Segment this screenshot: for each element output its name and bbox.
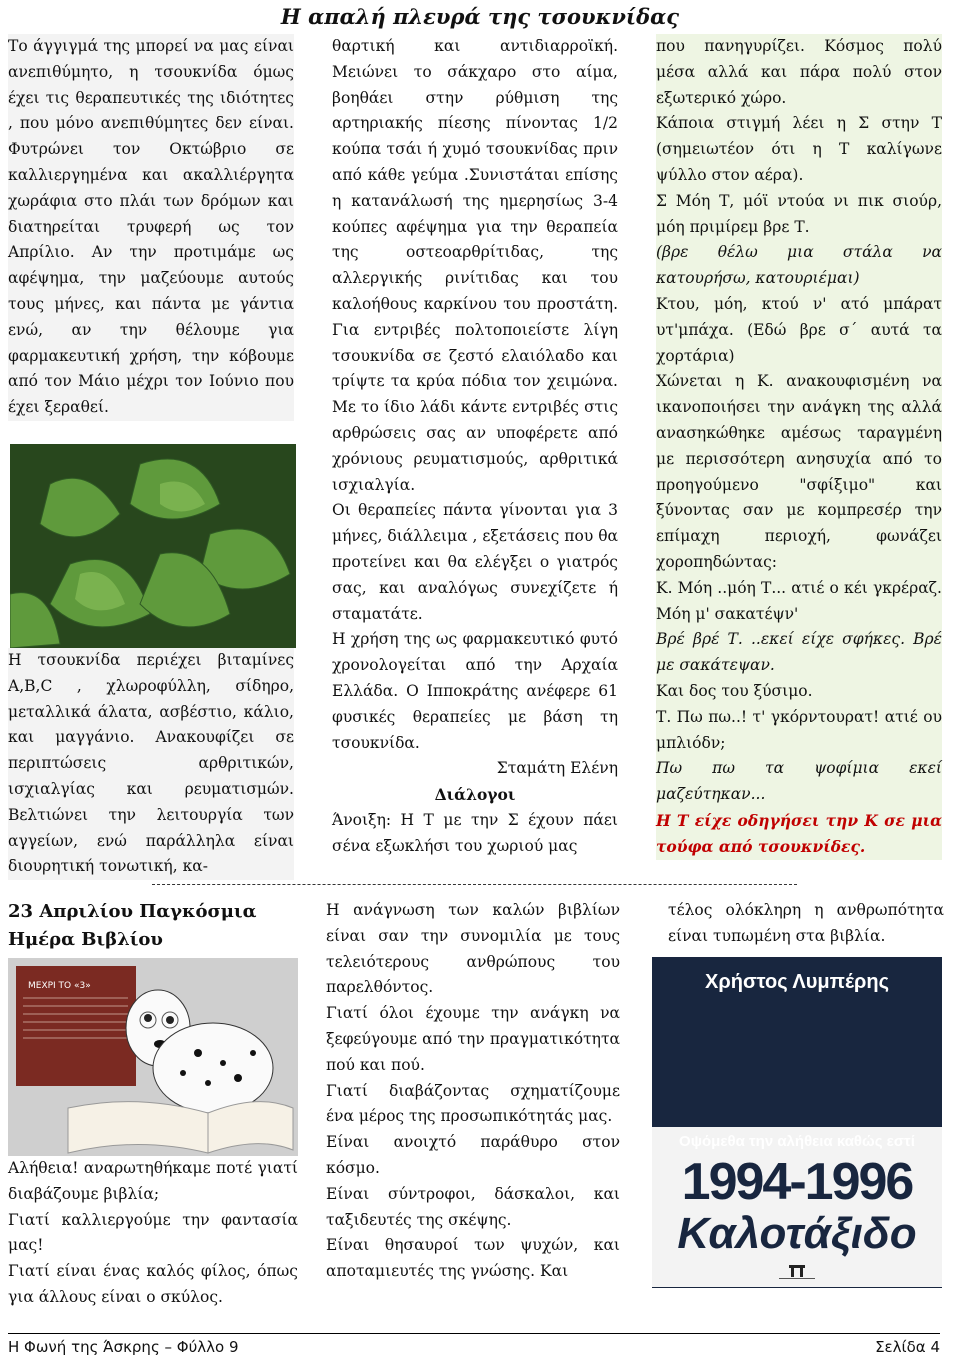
footer-publication: Η Φωνή της Άσκρης – Φύλλο 9 (8, 1338, 239, 1356)
column-1-bottom (8, 648, 294, 880)
vitamins-paragraph: Η τσουκνίδα περιέχει βιταμίνες A,B,C , χλωροφύλλη, σίδηρο, μεταλλικά άλατα, ασβέστιο, κάλιο, και μαγγάνιο. Ανακουφίζει σε περιπτώσεις αρθριτικών, ισχιαλγίας και ρευματισμών. Βελτιώνει την λειτουργία των αγγείων, ενώ παράλληλα είναι διουρητική τονωτική, κα- (8, 651, 294, 876)
book-line: Είναι σύντροφοι, δάσκαλοι, και ταξιδευτές της σκέψης. (326, 1184, 620, 1229)
column-2 (332, 34, 618, 860)
dialog-line: Βρέ βρέ Τ. ..εκεί είχε σφήκες. Βρέ με σακάτεψαν. (656, 630, 942, 675)
book-day-heading: 23 Απριλίου Παγκόσμια Ημέρα Βιβλίου (8, 901, 257, 950)
therapy-paragraph: Οι θεραπείες πάντα γίνονται για 3 μήνες, διάλλειμα , εξετάσεις που θα προτείνει και θα ελέγξει ο γιατρός σας, και αναλόγως συνεχίζετε ή σταματάτε. (332, 501, 618, 623)
dialog-line: Χώνεται η Κ. ανακουφισμένη να ικανοποιήσει την ανάγκη της αλλά ανασηκώθηκε αμέσως ταραγμένη με περισσότερη ανησυχία από το προηγούμενο "σφίξιμο" και ξύνοντας σαν με κομπρεσέρ την επίμαχη περιοχή, φωνάζει χοροπηδώντας: (656, 372, 942, 571)
book-cover-image (652, 957, 942, 1288)
dialog-line: Τ. Πω πω..! τ' γκόρντουρατ! ατιέ ου μπλιόδν; (656, 707, 942, 752)
caption-line: Αλήθεια! αναρωτηθήκαμε ποτέ γιατί διαβάζουμε βιβλία; (8, 1159, 298, 1203)
dialog-line: Κτου, μόη, κτού ν' ατό μπάρατ υτ'μπάχα. (Εδώ βρε σ΄ αυτά τα χορτάρια) (656, 294, 942, 365)
book-column-3 (668, 898, 944, 950)
author-name: Σταμάτη Ελένη (496, 759, 618, 778)
dialog-intro: Άνοιξη: Η Τ με την Σ έχουν πάει σένα εξωκλήσι του χωριού μας (332, 810, 618, 855)
history-paragraph: Η χρήση της ως φαρμακευτικό φυτό χρονολογείται από την Αρχαία Ελλάδα. Ο Ιπποκράτης ανέφερε 61 φυσικές θεραπείες με βάση τη τσουκνίδα. (332, 630, 618, 752)
dialog-line: Κάποια στιγμή λέει η Σ στην Τ (σημειωτέον ότι η Τ καλίγωνε ψύλλο στον αέρα). (656, 114, 942, 184)
cover-author: Χρήστος Λυμπέρης (705, 971, 889, 993)
dog-book-title: ΜΕΧΡΙ ΤΟ «3» (28, 981, 91, 991)
page-footer (8, 1333, 940, 1356)
cover-place: Καλοτάξιδο (677, 1209, 917, 1258)
dialog-punchline: Η Τ είχε οδηγήσει την Κ σε μια τούφα από τσουκνίδες. (656, 810, 942, 856)
dialog-line: Σ Μόη Τ, μόϊ ντούα νι πικ σιούρ, μόη πριμίρεμ βρε Τ. (656, 191, 942, 236)
intro-paragraph: Το άγγιγμά της μπορεί να μας είναι ανεπιθύμητο, η τσουκνίδα όμως έχει τις θεραπευτικές της ιδιότητες , που μόνο ανεπιθύμητες δεν είναι. Φυτρώνει τον Οκτώβριο σε καλλιεργημένα και ακαλλιέργητα χωράφια στο πλάι των δρόμων και διατηρείται τρυφερή ως τον Απρίλιο. Αν την προτιμάμε ως αφέψημα, την μαζεύουμε αυτούς τους μήνες, και πάντα με γάντια ενώ, αν την θέλουμε για φαρμακευτική χρήση, την κόβουμε από τον Μάιο μέχρι τον Ιούνιο που έχει ξεραθεί. (8, 37, 294, 417)
book-line: Γιατί όλοι έχουμε την ανάγκη να ξεφεύγουμε από την πραγματικότητα πού και πού. (326, 1004, 620, 1074)
dialog-title: Διάλογοι (434, 785, 516, 805)
footer-page-number: Σελίδα 4 (875, 1338, 940, 1356)
dialog-line: Και δος του ξύσιμο. (656, 681, 813, 700)
book-line: Γιατί διαβάζοντας σχηματίζουμε ένα μέρος της προσωπικότητάς μας. (326, 1081, 620, 1126)
nettle-image (10, 444, 296, 648)
dog-caption (8, 1156, 298, 1311)
benefits-paragraph: θαρτική και αντιδιαρροϊκή. Μειώνει το σάκχαρο στο αίμα, βοηθάει στην ρύθμιση της αρτηριακής πίεσης πίνοντας 1/2 κούπα τσάι ή χυμό τσουκνίδας πριν από κάθε γεύμα .Συνιστάται επίσης η κατανάλωσή της ημερησίως 3-4 κούπες αφέψημα για την θεραπεία της οστεοαρθρίτιδας, της αλλεργικής ρινίτιδας και του καλοήθους καρκίνου του προστάτη. Για εντριβές πολτοποιείστε λίγη τσουκνίδα σε ζεστό ελαιόλαδο και τρίψτε τα κρύα πόδια τον χειμώνα. Με το ίδιο λάδι κάντε εντριβές στις αρθρώσεις σας αν υποφέρετε από χρόνιους ρευματισμούς, αρθριτικά ισχιαλγία. (332, 37, 618, 494)
book-line: Είναι θησαυροί των ψυχών, και αποταμιευτές της γνώσης. Και (326, 1236, 620, 1281)
cover-years: 1994-1996 (681, 1153, 913, 1211)
book-line: Η ανάγνωση των καλών βιβλίων είναι σαν την συνομιλία με τους τελειότερους ανθρώπους του παρελθόντος. (326, 901, 620, 997)
cover-subtitle: Οψόμεθα την αλήθεια καθώς εστί (679, 1133, 915, 1150)
caption-line: Γιατί καλλιεργούμε την φαντασία μας! (8, 1210, 298, 1255)
dialog-line: Πω πω τα ψοφίμια εκεί μαζεύτηκαν... (656, 759, 942, 804)
book-column-2 (326, 898, 620, 1285)
section-divider (152, 884, 797, 885)
book-closing-line: τέλος ολόκληρη η ανθρωπότητα είναι τυπωμένη στα βιβλία. (668, 901, 944, 945)
caption-line: Γιατί είναι ένας καλός φίλος, όπως για άλλους είναι ο σκύλος. (8, 1262, 298, 1306)
column-3 (656, 34, 942, 860)
column-1-top (8, 34, 294, 421)
dialog-line: (βρε θέλω μια στάλα να κατουρήσω, κατουριέμαι) (656, 243, 942, 288)
dialog-line: Κ. Μόη ..μόη Τ... ατιέ ο κέι γκρέραζ. Μόη μ' σακατέψν' (656, 578, 942, 623)
book-line: Είναι ανοιχτό παράθυρο στον κόσμο. (326, 1133, 620, 1177)
article-title: Η απαλή πλευρά της τσουκνίδας (280, 4, 680, 29)
dalmatian-reading-image (8, 958, 298, 1156)
publisher-logo-icon (777, 1263, 817, 1281)
dialog-line: που πανηγυρίζει. Κόσμος πολύ μέσα αλλά και πάρα πολύ στον εξωτερικό χώρο. (656, 37, 942, 107)
